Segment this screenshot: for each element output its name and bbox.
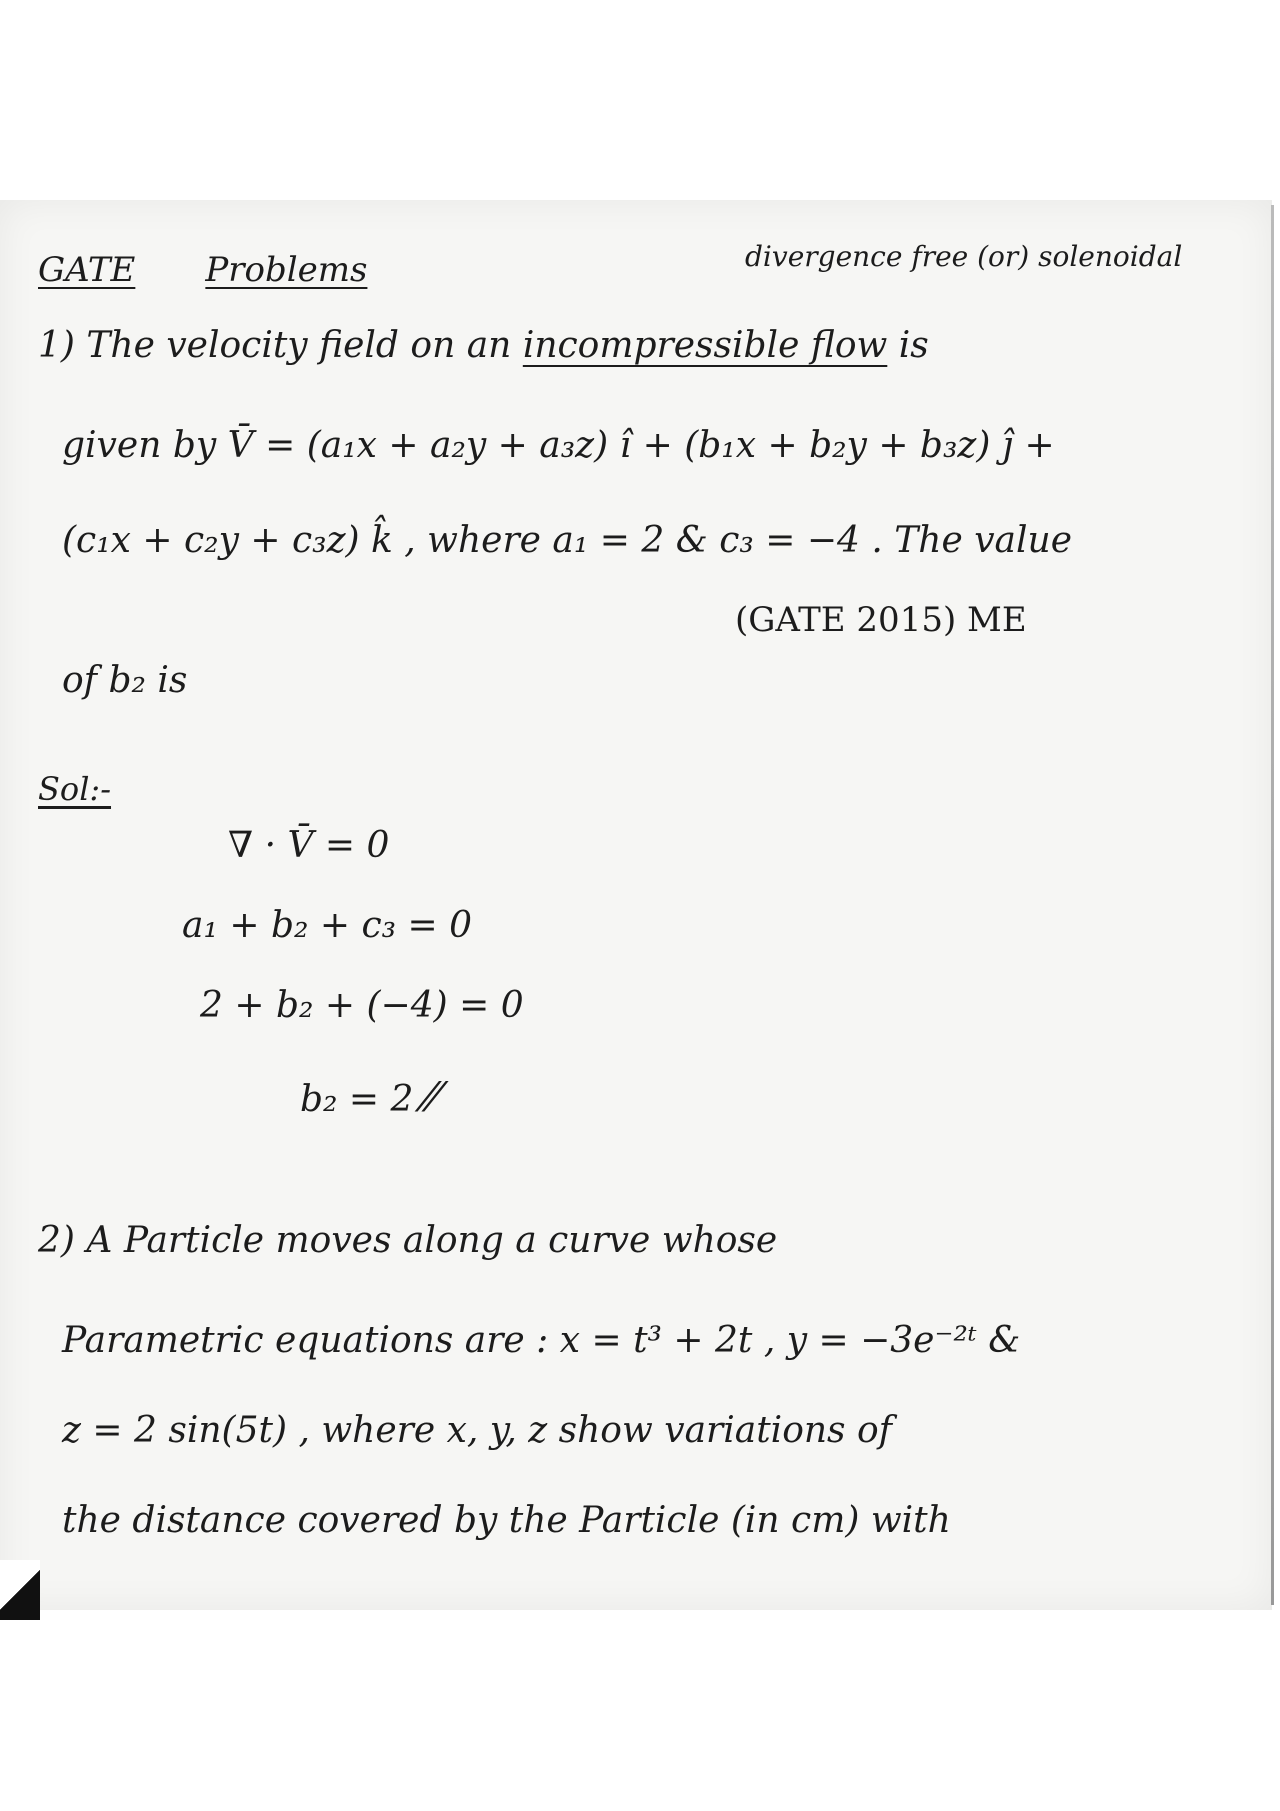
problem1-line1: [38, 325, 929, 366]
title-problems: Problems: [205, 250, 368, 290]
page-edge: [1271, 205, 1274, 1605]
problem1-line3: (c₁x + c₂y + c₃z) k̂ , where a₁ = 2 & c₃ = −4 . The value: [62, 520, 1073, 561]
title-gate: GATE: [38, 250, 136, 290]
problem1-line4: of b₂ is: [62, 660, 188, 701]
problem1-line1-suffix: is: [887, 325, 929, 366]
solution-step2: a₁ + b₂ + c₃ = 0: [182, 905, 473, 946]
page-corner: [0, 1560, 40, 1620]
answer-tick-mark: ⁄⁄: [424, 1075, 439, 1121]
problem1-line2: given by V̄ = (a₁x + a₂y + a₃z) î + (b₁x + b₂y + b₃z) ĵ +: [62, 425, 1055, 466]
margin-note: divergence free (or) solenoidal: [745, 240, 1183, 273]
problem2-line4: the distance covered by the Particle (in cm) with: [62, 1500, 951, 1541]
problem2-line3: z = 2 sin(5t) , where x, y, z show variations of: [62, 1410, 892, 1451]
answer-text: b₂ = 2: [300, 1079, 414, 1120]
problem1-underlined-term: incompressible flow: [522, 325, 888, 366]
solution-label: Sol:-: [38, 770, 112, 808]
solution-step1: ∇ · V̄ = 0: [228, 825, 390, 866]
problem2-line2: Parametric equations are : x = t³ + 2t , y = −3e⁻²ᵗ &: [62, 1320, 1021, 1361]
solution-step3: 2 + b₂ + (−4) = 0: [200, 985, 524, 1026]
gate-reference: (GATE 2015) ME: [735, 600, 1027, 640]
page-title: [38, 250, 367, 290]
solution-answer: [300, 1075, 438, 1121]
problem2-line1: 2) A Particle moves along a curve whose: [38, 1220, 778, 1261]
problem1-line1-prefix: 1) The velocity field on an: [38, 325, 523, 366]
